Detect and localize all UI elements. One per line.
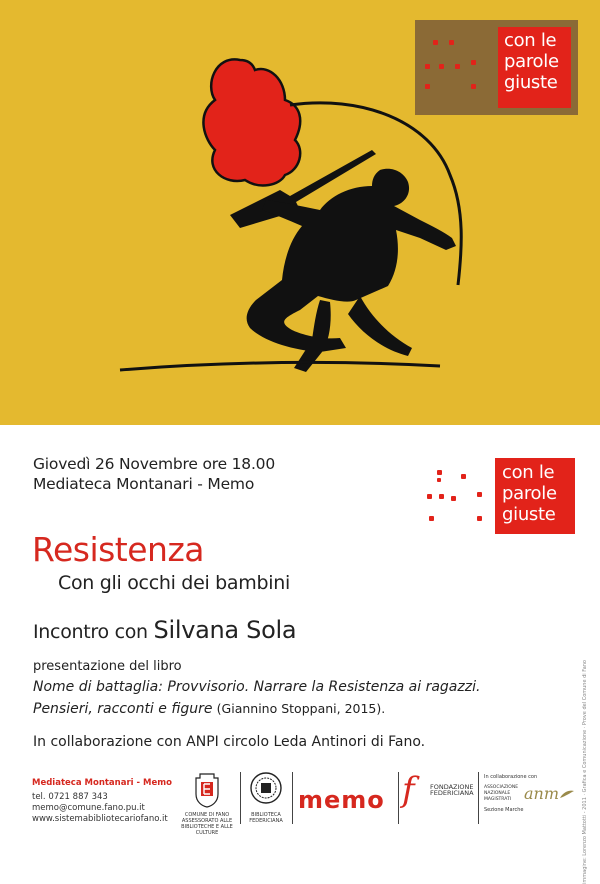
- fondazione-logo: [402, 770, 476, 810]
- logo-divider: [398, 772, 399, 824]
- fondazione-line2: FEDERICIANA: [430, 789, 474, 797]
- comune-label: COMUNE DI FANO: [184, 812, 230, 818]
- top-badge: [415, 20, 578, 115]
- anm-collab-label: In collaborazione con: [484, 774, 538, 780]
- middle-badge-text: con le parole giuste: [502, 462, 557, 525]
- biblioteca-logo: [246, 770, 286, 824]
- event-title: Resistenza: [32, 530, 205, 569]
- book-publisher: (Giannino Stoppani, 2015).: [216, 701, 386, 716]
- event-subtitle: Con gli occhi dei bambini: [58, 572, 290, 594]
- anm-section: Sezione Marche: [484, 807, 524, 813]
- fondazione-line1: FONDAZIONE: [430, 783, 474, 791]
- comune-sublabel: ASSESSORATO ALLE BIBLIOTECHE E ALLE CULTURE: [181, 818, 233, 836]
- comune-logo: [178, 770, 236, 836]
- book-title-line1: Nome di battaglia: Provvisorio. Narrare la Resistenza ai ragazzi.: [33, 679, 481, 695]
- anm-assoc-label: ASSOCIAZIONE NAZIONALE MAGISTRATI: [484, 784, 519, 802]
- book-presentation: [33, 656, 480, 720]
- footer-web[interactable]: www.sistemabibliotecariofano.it: [32, 814, 168, 824]
- image-credit: immagine: Lorenzo Mattotti - 2011 · Grafica e Comunicazione · Prove del Comune di Fano: [582, 660, 588, 884]
- comune-crest-icon: [178, 770, 236, 808]
- logo-divider: [292, 772, 293, 824]
- book-intro: presentazione del libro: [33, 659, 182, 674]
- memo-wordmark: memo: [298, 786, 385, 814]
- ground-line: [120, 363, 440, 370]
- biblioteca-seal-icon: [246, 770, 286, 808]
- anm-wordmark: anm: [524, 784, 560, 803]
- event-info: [33, 454, 275, 494]
- logo-divider: [478, 772, 479, 824]
- speaker-name: Silvana Sola: [153, 616, 297, 644]
- fondazione-f-icon: f: [402, 770, 415, 810]
- anm-leaf-icon: [559, 789, 575, 799]
- collaboration-note: In collaborazione con ANPI circolo Leda Antinori di Fano.: [33, 734, 426, 750]
- runner-leg: [348, 296, 412, 356]
- encounter-line: [33, 616, 296, 644]
- memo-logo: [298, 786, 394, 814]
- encounter-prefix: Incontro con: [33, 621, 148, 643]
- top-badge-text: con le parole giuste: [504, 30, 559, 93]
- hero-illustration: [0, 0, 600, 425]
- footer-venue: Mediateca Montanari - Memo: [32, 778, 172, 788]
- book-title-line2: Pensieri, racconti e figure: [33, 701, 213, 717]
- footer-email[interactable]: memo@comune.fano.pu.it: [32, 803, 145, 813]
- middle-badge-dots: [425, 462, 495, 532]
- middle-badge: [495, 458, 575, 534]
- top-badge-red-block: [498, 27, 571, 108]
- red-flower: [203, 59, 300, 185]
- biblioteca-label: BIBLIOTECA FEDERICIANA: [249, 812, 283, 824]
- event-venue: Mediateca Montanari - Memo: [33, 475, 255, 493]
- footer-tel: tel. 0721 887 343: [32, 792, 108, 802]
- anm-logo: [484, 774, 580, 813]
- event-date: Giovedì 26 Novembre ore 18.00: [33, 455, 276, 473]
- footer-contact: [32, 778, 172, 825]
- logo-divider: [240, 772, 241, 824]
